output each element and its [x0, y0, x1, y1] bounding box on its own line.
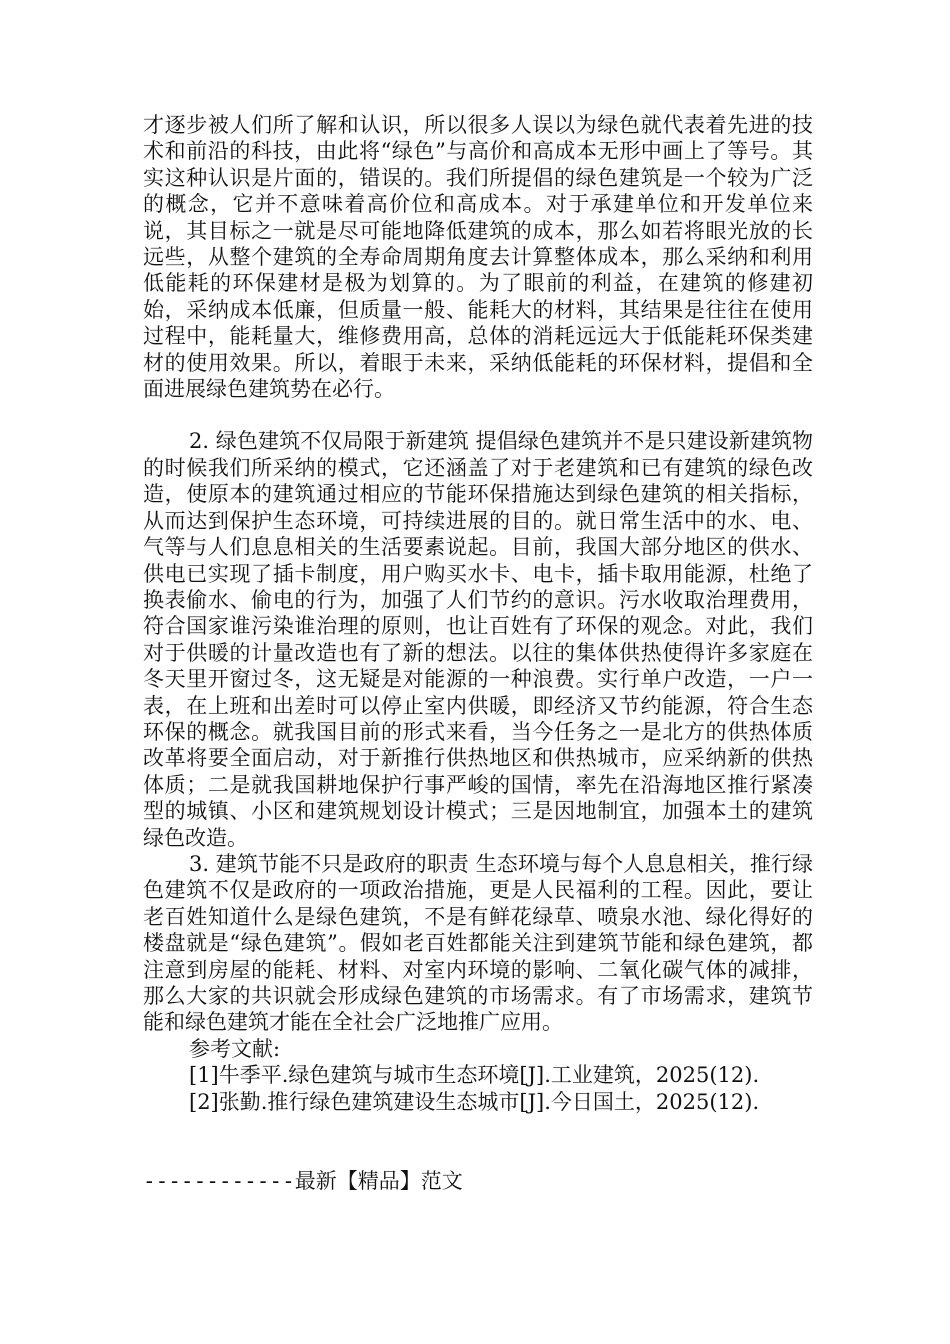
reference-item-2: [2]张勤.推行绿色建筑建设生态城市[J].今日国土，2025(12). — [189, 1089, 760, 1114]
paragraph-section-3: 3. 建筑节能不只是政府的职责 生态环境与每个人息息相关，推行绿色建筑不仅是政府的一项政治措施，更是人民福利的工程。因此，要让老百姓知道什么是绿色建筑，不是有鲜花绿草、喷泉水池、绿化得好的楼盘就是“绿色建筑”。假如老百姓都能关注到建筑节能和绿色建筑，都注意到房屋的能耗、材料、对室内环境的影响、二氧化碳气体的减排，那么大家的共识就会形成绿色建筑的市场需求。有了市场需求，建筑节能和绿色建筑才能在全社会广泛地推广应用。 — [143, 851, 813, 1035]
paragraph-intro: 才逐步被人们所了解和认识，所以很多人误以为绿色就代表着先进的技术和前沿的科技，由此将“绿色”与高价和高成本无形中画上了等号。其实这种认识是片面的，错误的。我们所提倡的绿色建筑是一个较为广泛的概念，它并不意味着高价位和高成本。对于承建单位和开发单位来说，其目标之一就是尽可能地降低建筑的成本，那么如若将眼光放的长远些，从整个建筑的全寿命周期角度去计算整体成本，那么采纳和利用低能耗的环保建材是极为划算的。为了眼前的利益，在建筑的修建初始，采纳成本低廉，但质量一般、能耗大的材料，其结果是往往在使用过程中，能耗量大，维修费用高，总体的消耗远远大于低能耗环保类建材的使用效果。所以，着眼于未来，采纳低能耗的环保材料，提倡和全面进展绿色建筑势在必行。 — [143, 113, 813, 402]
footer-text: 最新【精品】范文 — [294, 1169, 463, 1193]
footer-dashes: ------------ — [143, 1169, 295, 1193]
page-footer — [143, 1168, 463, 1194]
reference-item-1: [1]牛季平.绿色建筑与城市生态环境[J].工业建筑，2025(12). — [189, 1063, 760, 1088]
references-heading: 参考文献: — [189, 1036, 281, 1061]
paragraph-section-2: 2. 绿色建筑不仅局限于新建筑 提倡绿色建筑并不是只建设新建筑物的时候我们所采纳的模式，它还涵盖了对于老建筑和已有建筑的绿色改造，使原本的建筑通过相应的节能环保措施达到绿色建筑的相关指标，从而达到保护生态环境，可持续进展的目的。就日常生活中的水、电、气等与人们息息相关的生活要素说起。目前，我国大部分地区的供水、供电已实现了插卡制度，用户购买水卡、电卡，插卡取用能源，杜绝了换表偷水、偷电的行为，加强了人们节约的意识。污水收取治理费用，符合国家谁污染谁治理的原则，也让百姓有了环保的观念。对此，我们对于供暖的计量改造也有了新的想法。以往的集体供热使得许多家庭在冬天里开窗过冬，这无疑是对能源的一种浪费。实行单户改造，一户一表，在上班和出差时可以停止室内供暖，即经济又节约能源，符合生态环保的概念。就我国目前的形式来看，当今任务之一是北方的供热体质改革将要全面启动，对于新推行供热地区和供热城市，应采纳新的供热体质；二是就我国耕地保护行事严峻的国情，率先在沿海地区推行紧凑型的城镇、小区和建筑规划设计模式；三是因地制宜，加强本土的建筑绿色改造。 — [143, 429, 813, 850]
document-body — [143, 112, 813, 1115]
